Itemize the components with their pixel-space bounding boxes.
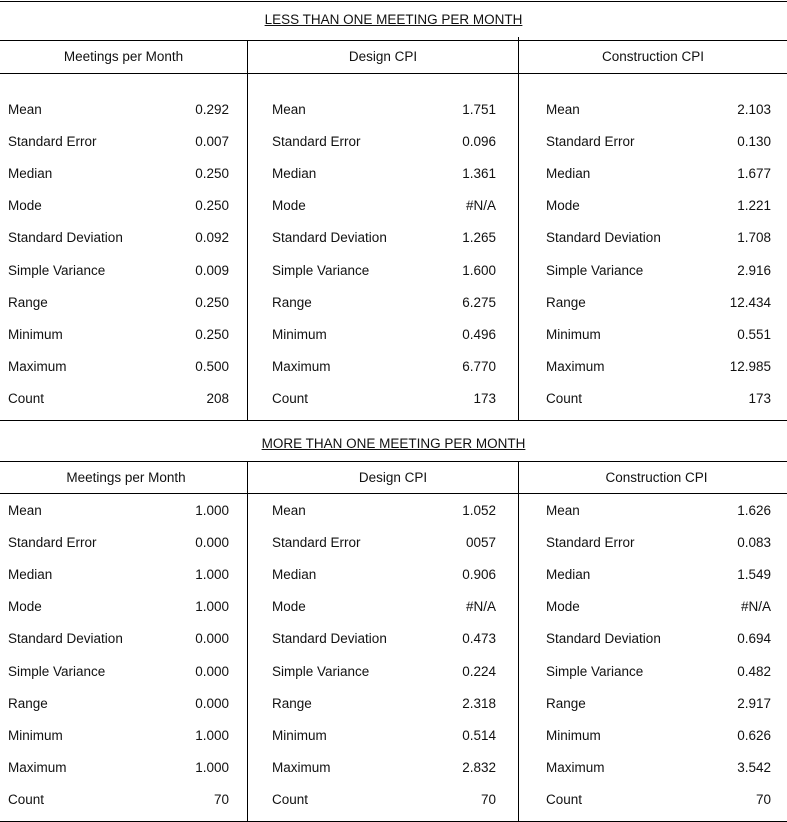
stat-value: 12.434 [729,295,771,310]
stat-row [272,696,496,712]
stat-row [8,696,229,712]
column-header-design-cpi: Design CPI [348,49,418,64]
stat-value: 1.000 [195,599,229,614]
stat-row [272,198,496,214]
stat-value: 1.221 [737,198,771,213]
stat-label: Standard Deviation [546,230,661,245]
stat-value: 2.832 [462,760,496,775]
stat-value: 1.000 [195,567,229,582]
stat-label: Standard Deviation [272,230,387,245]
stat-value: 1.677 [737,166,771,181]
stat-row [8,535,229,551]
stat-label: Median [546,166,591,181]
stat-row [272,359,496,375]
stat-value: #N/A [740,599,771,614]
stat-value: 1.265 [462,230,496,245]
stat-label: Simple Variance [272,664,370,679]
stat-value: 1.000 [195,503,229,518]
stat-row [8,198,229,214]
stat-value: 12.985 [729,359,771,374]
stat-row [546,631,771,647]
stat-value: 0.250 [195,166,229,181]
stat-label: Count [546,792,583,807]
stat-row [8,134,229,150]
rule-header-top [0,40,787,41]
stat-value: 1.000 [195,760,229,775]
stat-label: Simple Variance [546,263,644,278]
stat-value: 2.917 [737,696,771,711]
stat-label: Simple Variance [272,263,370,278]
stat-value: 1.600 [462,263,496,278]
stat-label: Count [272,391,309,406]
stat-label: Count [546,391,583,406]
stat-value: 208 [206,391,229,406]
stat-label: Mean [546,503,580,518]
stat-value: 1.751 [462,102,496,117]
stat-label: Maximum [8,359,67,374]
stat-label: Standard Error [272,134,361,149]
stat-value: 0057 [465,535,496,550]
stat-value: 0.224 [462,664,496,679]
stat-label: Mode [272,198,306,213]
stat-value: 0.250 [195,198,229,213]
stat-label: Median [546,567,591,582]
stat-row [546,503,771,519]
column-divider [247,40,248,420]
section-title-more: MORE THAN ONE MEETING PER MONTH [261,436,526,451]
column-header-design-cpi: Design CPI [358,470,428,485]
stat-label: Standard Deviation [546,631,661,646]
stat-value: 1.000 [195,728,229,743]
stat-row [272,567,496,583]
stat-label: Mean [8,503,42,518]
stat-value: 2.916 [737,263,771,278]
stat-value: 1.052 [462,503,496,518]
stat-label: Range [272,295,312,310]
stat-value: 0.130 [737,134,771,149]
stat-row [8,295,229,311]
stat-label: Mode [8,599,42,614]
stat-value: 6.770 [462,359,496,374]
stat-label: Maximum [272,760,331,775]
stat-label: Minimum [8,327,63,342]
stat-row [272,230,496,246]
stat-label: Standard Deviation [272,631,387,646]
stat-label: Minimum [546,327,601,342]
stat-value: 0.009 [195,263,229,278]
stat-value: 70 [480,792,496,807]
stat-row [546,359,771,375]
stat-row [272,327,496,343]
stat-row [546,599,771,615]
stat-label: Standard Deviation [8,631,123,646]
stat-label: Range [546,696,586,711]
stat-value: 0.496 [462,327,496,342]
stat-row [272,631,496,647]
stat-label: Minimum [272,327,327,342]
stat-label: Range [8,295,48,310]
stat-label: Minimum [8,728,63,743]
stat-value: 1.361 [462,166,496,181]
stat-value: 0.000 [195,664,229,679]
stat-row [272,263,496,279]
stat-row [8,599,229,615]
stat-label: Maximum [546,760,605,775]
stat-label: Mode [546,198,580,213]
stat-row [8,728,229,744]
stat-value: 0.000 [195,535,229,550]
rule-header-bottom [0,493,787,494]
stat-value: 0.096 [462,134,496,149]
stat-label: Median [8,166,53,181]
stat-row [8,792,229,808]
stat-row [8,263,229,279]
stat-label: Standard Error [8,535,97,550]
stat-value: 0.906 [462,567,496,582]
stat-row [272,102,496,118]
stat-row [8,631,229,647]
stat-value: #N/A [465,599,496,614]
stat-label: Count [8,391,45,406]
stat-row [546,295,771,311]
stat-value: 0.473 [462,631,496,646]
stat-row [272,599,496,615]
stat-row [546,166,771,182]
stat-row [546,760,771,776]
stat-row [546,792,771,808]
stat-label: Maximum [546,359,605,374]
rule-section-divider [0,420,787,421]
stat-label: Standard Error [272,535,361,550]
stat-row [546,327,771,343]
stat-label: Median [272,166,317,181]
rule-top [0,1,787,2]
stat-value: 0.292 [195,102,229,117]
stat-row [546,230,771,246]
stat-label: Maximum [8,760,67,775]
stat-label: Standard Error [546,535,635,550]
stat-row [272,295,496,311]
stat-label: Mean [546,102,580,117]
stat-row [8,327,229,343]
stat-label: Mean [272,102,306,117]
stat-row [546,664,771,680]
column-header-construction-cpi: Construction CPI [605,470,708,485]
stat-value: 0.551 [737,327,771,342]
stat-row [546,696,771,712]
stat-row [546,198,771,214]
stat-row [546,134,771,150]
stat-label: Mode [546,599,580,614]
stat-row [546,567,771,583]
stat-value: 0.000 [195,696,229,711]
stat-label: Count [8,792,45,807]
column-divider [518,461,519,822]
stat-row [272,664,496,680]
stat-row [8,359,229,375]
stat-value: 1.708 [737,230,771,245]
rule-header-bottom [0,73,787,74]
stat-value: 1.549 [737,567,771,582]
stat-row [272,391,496,407]
stat-row [546,728,771,744]
column-divider [247,461,248,822]
stat-label: Range [8,696,48,711]
stat-value: 0.250 [195,327,229,342]
stat-row [272,134,496,150]
stat-row [546,263,771,279]
stat-row [8,102,229,118]
column-header-construction-cpi: Construction CPI [601,49,705,64]
stat-label: Mean [272,503,306,518]
stat-value: 0.083 [737,535,771,550]
stat-row [272,166,496,182]
stat-row [8,760,229,776]
stat-label: Mode [8,198,42,213]
stat-value: 0.007 [195,134,229,149]
stat-row [8,166,229,182]
stat-row [272,535,496,551]
stat-value: 0.694 [737,631,771,646]
stat-row [272,728,496,744]
stat-value: 6.275 [462,295,496,310]
stat-label: Mean [8,102,42,117]
stat-row [8,567,229,583]
stat-value: 2.103 [737,102,771,117]
stat-label: Maximum [272,359,331,374]
stat-label: Simple Variance [8,263,106,278]
stat-label: Simple Variance [8,664,106,679]
stat-label: Standard Error [546,134,635,149]
stat-row [546,102,771,118]
stat-label: Count [272,792,309,807]
stat-row [546,535,771,551]
section-title-less: LESS THAN ONE MEETING PER MONTH [264,12,523,27]
stat-label: Range [272,696,312,711]
stat-value: 0.250 [195,295,229,310]
stat-value: 70 [755,792,771,807]
rule-header-top [0,461,787,462]
stat-label: Minimum [272,728,327,743]
stat-value: 1.626 [737,503,771,518]
stat-label: Standard Error [8,134,97,149]
stat-label: Median [8,567,53,582]
stat-row [8,664,229,680]
stat-row [8,391,229,407]
stat-value: 2.318 [462,696,496,711]
stat-value: 0.514 [462,728,496,743]
stat-label: Range [546,295,586,310]
stat-label: Median [272,567,317,582]
stat-label: Minimum [546,728,601,743]
stat-value: 173 [473,391,496,406]
stat-label: Simple Variance [546,664,644,679]
stat-row [272,503,496,519]
stat-label: Standard Deviation [8,230,123,245]
stat-value: 173 [748,391,771,406]
stat-value: 3.542 [737,760,771,775]
stat-row [8,503,229,519]
stat-value: 0.626 [737,728,771,743]
stat-value: 70 [213,792,229,807]
stat-value: 0.092 [195,230,229,245]
stat-row [272,760,496,776]
column-header-meetings: Meetings per Month [66,470,186,485]
stat-row [8,230,229,246]
stat-value: 0.000 [195,631,229,646]
stat-label: Mode [272,599,306,614]
stat-value: 0.500 [195,359,229,374]
stat-row [546,391,771,407]
stat-value: #N/A [465,198,496,213]
column-header-meetings: Meetings per Month [63,49,184,64]
stat-row [272,792,496,808]
column-divider [518,37,519,420]
stat-value: 0.482 [737,664,771,679]
